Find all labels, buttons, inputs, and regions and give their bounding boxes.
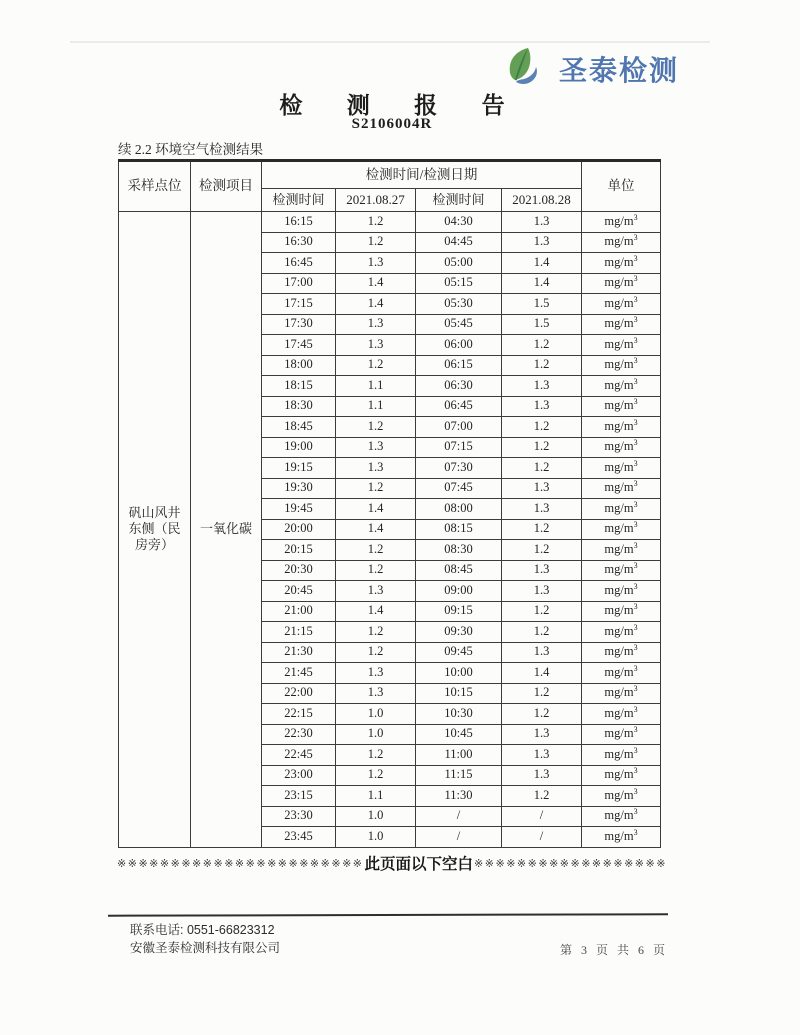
unit-base: mg/m [604,480,634,495]
time-cell: 19:45 [262,499,336,520]
unit-superscript: 3 [633,335,638,345]
unit-cell [582,560,661,581]
footer-company: 安徽圣泰检测科技有限公司 [130,941,281,955]
time-cell: 23:45 [262,827,336,848]
unit-base: mg/m [604,357,634,372]
time-cell: 08:45 [416,560,502,581]
time-cell: 21:45 [262,663,336,684]
value-cell: 1.2 [502,519,582,540]
value-cell: 1.2 [336,212,416,233]
value-cell: 1.4 [336,601,416,622]
time-cell: 20:30 [262,560,336,581]
unit-base: mg/m [604,459,634,474]
unit-cell [582,335,661,356]
time-cell: 10:45 [416,724,502,745]
col-header-item: 检测项目 [191,161,262,212]
unit-base: mg/m [604,418,634,433]
time-cell: 05:00 [416,253,502,274]
unit-base: mg/m [604,726,634,741]
value-cell: 1.2 [336,745,416,766]
footer-phone: 联系电话: 0551-66823312 [130,923,275,937]
unit-superscript: 3 [633,786,638,796]
value-cell: 1.3 [336,581,416,602]
time-cell: 17:45 [262,335,336,356]
time-cell: 23:15 [262,786,336,807]
leaf-logo-icon [503,46,549,92]
value-cell: 1.3 [502,560,582,581]
value-cell: 1.3 [502,478,582,499]
measurement-table [118,159,661,848]
value-cell: 1.2 [502,355,582,376]
unit-cell [582,355,661,376]
time-cell: 20:00 [262,519,336,540]
time-cell: 04:45 [416,232,502,253]
unit-cell [582,519,661,540]
time-cell: 10:15 [416,683,502,704]
table-row [119,212,661,233]
time-cell: 19:30 [262,478,336,499]
unit-cell [582,540,661,561]
unit-superscript: 3 [633,417,638,427]
unit-base: mg/m [604,439,634,454]
unit-superscript: 3 [633,745,638,755]
time-cell: 08:30 [416,540,502,561]
value-cell: 1.5 [502,294,582,315]
value-cell: 1.3 [336,458,416,479]
unit-base: mg/m [604,541,634,556]
unit-base: mg/m [604,746,634,761]
unit-superscript: 3 [633,602,638,612]
time-cell: 10:30 [416,704,502,725]
time-cell: 11:15 [416,765,502,786]
value-cell: 1.3 [502,376,582,397]
time-cell: 17:30 [262,314,336,335]
time-cell: 11:00 [416,745,502,766]
unit-cell [582,253,661,274]
scan-artifact-line [70,41,710,43]
unit-base: mg/m [604,623,634,638]
time-cell: 20:15 [262,540,336,561]
value-cell: 1.3 [336,663,416,684]
time-cell: 19:00 [262,437,336,458]
value-cell: 1.3 [502,212,582,233]
unit-superscript: 3 [633,540,638,550]
unit-base: mg/m [604,275,634,290]
time-cell: 08:00 [416,499,502,520]
page-title: 检 测 报 告 [279,92,524,118]
unit-cell [582,827,661,848]
time-cell: 06:15 [416,355,502,376]
time-cell: 07:15 [416,437,502,458]
report-code: S2106004R [351,116,433,132]
sampling-point-cell [119,212,191,848]
value-cell: 1.4 [502,663,582,684]
unit-superscript: 3 [633,315,638,325]
time-cell: 07:00 [416,417,502,438]
value-cell: 1.1 [336,376,416,397]
unit-superscript: 3 [633,274,638,284]
value-cell: 1.2 [502,437,582,458]
unit-cell [582,376,661,397]
value-cell: 1.4 [502,253,582,274]
value-cell: / [502,827,582,848]
time-cell: 10:00 [416,663,502,684]
unit-base: mg/m [604,295,634,310]
value-cell: 1.3 [336,335,416,356]
value-cell: 1.2 [502,683,582,704]
value-cell: 1.2 [336,417,416,438]
page-number: 第 3 页 共 6 页 [560,943,669,957]
unit-cell [582,499,661,520]
unit-superscript: 3 [633,479,638,489]
time-cell: 08:15 [416,519,502,540]
time-cell: 05:45 [416,314,502,335]
col-header-time-date-group: 检测时间/检测日期 [262,161,582,189]
unit-superscript: 3 [633,643,638,653]
unit-cell [582,642,661,663]
unit-base: mg/m [604,500,634,515]
unit-base: mg/m [604,664,634,679]
unit-base: mg/m [604,316,634,331]
time-cell: 05:15 [416,273,502,294]
time-cell: 18:45 [262,417,336,438]
unit-superscript: 3 [633,294,638,304]
time-cell: 07:30 [416,458,502,479]
unit-cell [582,232,661,253]
time-cell: 16:45 [262,253,336,274]
unit-cell [582,786,661,807]
unit-superscript: 3 [633,704,638,714]
unit-cell [582,314,661,335]
value-cell: 1.3 [502,745,582,766]
unit-superscript: 3 [633,212,638,222]
unit-superscript: 3 [633,397,638,407]
blank-notice [0,852,784,874]
time-cell: 09:15 [416,601,502,622]
value-cell: 1.2 [336,540,416,561]
time-cell: 21:15 [262,622,336,643]
unit-superscript: 3 [633,807,638,817]
brand-name: 圣泰检测 [559,55,680,86]
time-cell: 06:00 [416,335,502,356]
value-cell: 1.3 [502,724,582,745]
unit-cell [582,396,661,417]
time-cell: 23:30 [262,806,336,827]
unit-base: mg/m [604,213,634,228]
unit-base: mg/m [604,644,634,659]
time-cell: 07:45 [416,478,502,499]
time-cell: 23:00 [262,765,336,786]
value-cell: 1.2 [336,232,416,253]
unit-cell [582,273,661,294]
sampling-point-line: 矾山风井 [128,504,181,520]
unit-cell [582,478,661,499]
col-header-date2: 2021.08.28 [502,189,582,212]
time-cell: 19:15 [262,458,336,479]
col-header-time2: 检测时间 [416,189,502,212]
unit-superscript: 3 [633,622,638,632]
blank-notice-label: 此页面以下空白 [364,856,474,873]
unit-base: mg/m [604,377,634,392]
unit-superscript: 3 [633,233,638,243]
unit-cell [582,724,661,745]
sampling-point-line: 房旁） [134,537,174,553]
value-cell: / [502,806,582,827]
unit-superscript: 3 [633,561,638,571]
col-header-unit: 单位 [582,161,661,212]
footer-divider [108,913,668,916]
unit-superscript: 3 [633,581,638,591]
value-cell: 1.0 [336,827,416,848]
unit-superscript: 3 [633,520,638,530]
value-cell: 1.2 [502,540,582,561]
unit-base: mg/m [604,828,634,843]
time-cell: 04:30 [416,212,502,233]
value-cell: 1.4 [336,499,416,520]
unit-cell [582,806,661,827]
value-cell: 1.3 [336,683,416,704]
value-cell: 1.0 [336,806,416,827]
unit-base: mg/m [604,336,634,351]
unit-cell [582,458,661,479]
time-cell: 22:00 [262,683,336,704]
table-body [119,212,661,848]
time-cell: 09:00 [416,581,502,602]
value-cell: 1.2 [336,642,416,663]
value-cell: 1.2 [502,622,582,643]
unit-base: mg/m [604,562,634,577]
unit-cell [582,745,661,766]
value-cell: 1.2 [502,417,582,438]
value-cell: 1.4 [502,273,582,294]
col-header-time1: 检测时间 [262,189,336,212]
value-cell: 1.3 [502,396,582,417]
value-cell: 1.1 [336,396,416,417]
unit-base: mg/m [604,685,634,700]
time-cell: 18:30 [262,396,336,417]
unit-superscript: 3 [633,356,638,366]
value-cell: 1.0 [336,724,416,745]
unit-base: mg/m [604,808,634,823]
unit-cell [582,765,661,786]
value-cell: 1.3 [502,581,582,602]
unit-superscript: 3 [633,376,638,386]
time-cell: / [416,806,502,827]
unit-cell [582,622,661,643]
unit-base: mg/m [604,787,634,802]
value-cell: 1.3 [336,437,416,458]
time-cell: 05:30 [416,294,502,315]
unit-superscript: 3 [633,725,638,735]
time-cell: 11:30 [416,786,502,807]
unit-cell [582,437,661,458]
time-cell: 17:00 [262,273,336,294]
value-cell: 1.5 [502,314,582,335]
unit-base: mg/m [604,767,634,782]
unit-cell [582,212,661,233]
unit-superscript: 3 [633,663,638,673]
unit-base: mg/m [604,398,634,413]
time-cell: 22:30 [262,724,336,745]
value-cell: 1.4 [336,519,416,540]
value-cell: 1.2 [336,560,416,581]
unit-base: mg/m [604,521,634,536]
time-cell: 06:45 [416,396,502,417]
value-cell: 1.0 [336,704,416,725]
col-header-sampling-point: 采样点位 [119,161,191,212]
blank-notice-left-marks: ※※※※※※※※※※※※※※※※※※※※※※※ [117,857,364,870]
unit-superscript: 3 [633,438,638,448]
value-cell: 1.3 [502,642,582,663]
company-logo [503,46,679,92]
unit-cell [582,704,661,725]
value-cell: 1.2 [502,704,582,725]
time-cell: 17:15 [262,294,336,315]
unit-cell [582,581,661,602]
blank-notice-right-marks: ※※※※※※※※※※※※※※※※※※ [474,857,667,870]
value-cell: 1.4 [336,273,416,294]
unit-base: mg/m [604,582,634,597]
value-cell: 1.3 [502,765,582,786]
unit-superscript: 3 [633,827,638,837]
section-label: 续 2.2 环境空气检测结果 [118,142,264,157]
value-cell: 1.2 [502,601,582,622]
value-cell: 1.2 [336,355,416,376]
time-cell: 18:00 [262,355,336,376]
time-cell: 09:30 [416,622,502,643]
unit-superscript: 3 [633,253,638,263]
time-cell: 06:30 [416,376,502,397]
time-cell: 20:45 [262,581,336,602]
time-cell: 22:45 [262,745,336,766]
value-cell: 1.3 [336,314,416,335]
unit-cell [582,417,661,438]
header-row-1 [119,161,661,189]
value-cell: 1.1 [336,786,416,807]
unit-cell [582,663,661,684]
time-cell: 09:45 [416,642,502,663]
time-cell: 18:15 [262,376,336,397]
value-cell: 1.2 [336,622,416,643]
sampling-point-line: 东侧（民 [128,521,181,537]
item-cell: 一氧化碳 [191,212,262,848]
unit-base: mg/m [604,603,634,618]
col-header-date1: 2021.08.27 [336,189,416,212]
value-cell: 1.3 [336,253,416,274]
unit-superscript: 3 [633,684,638,694]
time-cell: / [416,827,502,848]
value-cell: 1.2 [502,335,582,356]
time-cell: 16:30 [262,232,336,253]
time-cell: 21:00 [262,601,336,622]
unit-cell [582,601,661,622]
value-cell: 1.2 [336,765,416,786]
time-cell: 21:30 [262,642,336,663]
unit-base: mg/m [604,254,634,269]
value-cell: 1.3 [502,499,582,520]
value-cell: 1.2 [336,478,416,499]
unit-cell [582,294,661,315]
value-cell: 1.4 [336,294,416,315]
value-cell: 1.3 [502,232,582,253]
unit-base: mg/m [604,705,634,720]
value-cell: 1.2 [502,458,582,479]
unit-superscript: 3 [633,766,638,776]
unit-cell [582,683,661,704]
value-cell: 1.2 [502,786,582,807]
unit-base: mg/m [604,234,634,249]
unit-superscript: 3 [633,458,638,468]
time-cell: 16:15 [262,212,336,233]
time-cell: 22:15 [262,704,336,725]
unit-superscript: 3 [633,499,638,509]
